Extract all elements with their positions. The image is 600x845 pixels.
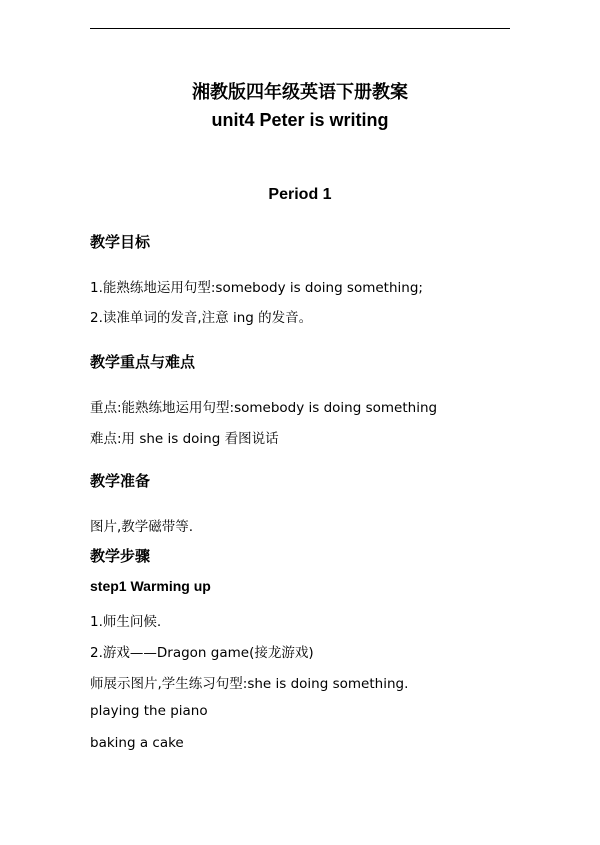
header-rule	[90, 28, 510, 29]
step1-line-4: playing the piano	[90, 703, 208, 719]
objective-item-1: 1.能熟练地运用句型:somebody is doing something;	[90, 280, 423, 296]
key-point-item: 重点:能熟练地运用句型:somebody is doing something	[90, 400, 438, 416]
key-points-heading: 教学重点与难点	[90, 353, 196, 371]
preparation-text: 图片,教学磁带等.	[90, 519, 194, 535]
difficult-point-item: 难点:用 she is doing 看图说话	[90, 431, 279, 447]
step1-line-2: 2.游戏——Dragon game(接龙游戏)	[90, 645, 314, 661]
step1-line-5: baking a cake	[90, 735, 184, 751]
step1-title: step1 Warming up	[90, 578, 211, 594]
objectives-heading: 教学目标	[90, 233, 151, 251]
procedure-heading: 教学步骤	[90, 547, 151, 565]
step1-line-3: 师展示图片,学生练习句型:she is doing something.	[90, 676, 409, 692]
preparation-heading: 教学准备	[90, 472, 151, 490]
step1-line-1: 1.师生问候.	[90, 614, 162, 630]
document-title-chinese: 湘教版四年级英语下册教案	[192, 82, 408, 103]
objective-item-2: 2.读准单词的发音,注意 ing 的发音。	[90, 310, 313, 326]
document-title-english: unit4 Peter is writing	[211, 110, 389, 130]
period-heading: Period 1	[268, 186, 332, 203]
